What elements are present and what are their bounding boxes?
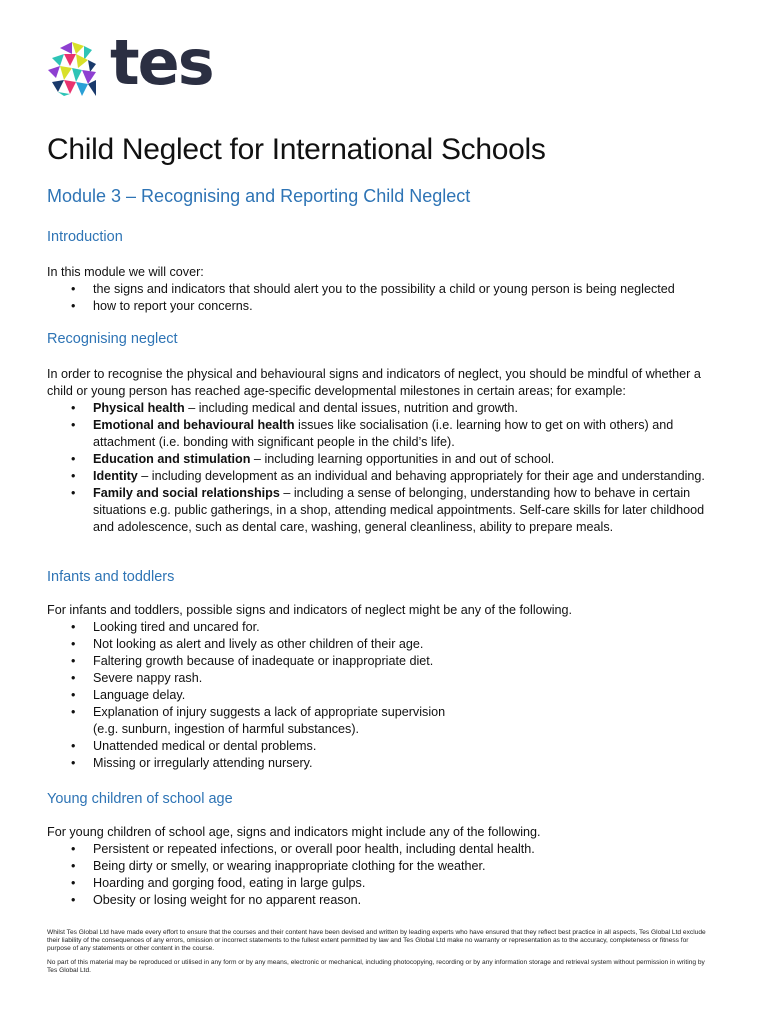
document-title: Child Neglect for International Schools [47,133,546,166]
recognising-heading: Recognising neglect [47,331,178,347]
list-item: • Severe nappy rash. [47,670,728,687]
infants-lead: For infants and toddlers, possible signs and indicators of neglect might be any of the following. [47,603,573,617]
list-item: • Emotional and behavioural health issues like socialisation (i.e. learning how to get on with others) and attachment (i.e. bonding with significant people in the child’s life). [47,417,728,451]
list-item: • Language delay. [47,687,728,704]
list-item: • Missing or irregularly attending nursery. [47,755,728,772]
young-section [47,824,728,909]
module-heading: Module 3 – Recognising and Reporting Child Neglect [47,186,471,206]
list-item: • Obesity or losing weight for no apparent reason. [47,892,728,909]
footer-copyright: No part of this material may be reproduced or utilised in any form or by any means, electronic or mechanical, including photocopying, recording or by any information storage and retrieval system without permission in writing by Tes Global Ltd. [47,959,705,974]
footer-disclaimer: Whilst Tes Global Ltd have made every effort to ensure that the courses and their content have been devised and written by leading experts who have ensured that they reflect best practice in all aspects, Tes Global Ltd exclude their liability of the consequences of any errors, omission or incorrect statements to the fullest extent permitted by law and Tes Global Ltd make no warranty or representation as to the accuracy, completeness or fitness for purpose of any statements or other content in the course. [47,929,706,952]
infants-heading: Infants and toddlers [47,569,175,585]
list-item: • Explanation of injury suggests a lack of appropriate supervision (e.g. sunburn, ingestion of harmful substances). [47,704,728,738]
recognising-lead: In order to recognise the physical and behavioural signs and indicators of neglect, you should be mindful of whether a child or young person has reached age-specific developmental milestones in certain areas; for example: [47,367,701,398]
list-item: • how to report your concerns. [47,298,728,315]
list-item: • Not looking as alert and lively as other children of their age. [47,636,728,653]
intro-lead: In this module we will cover: [47,265,204,279]
list-item: • Education and stimulation – including learning opportunities in and out of school. [47,451,728,468]
infants-section [47,602,728,772]
young-lead: For young children of school age, signs and indicators might include any of the following. [47,825,541,839]
footer [47,929,713,975]
tes-mosaic-icon [46,40,108,98]
young-heading: Young children of school age [47,791,233,807]
list-item: • Faltering growth because of inadequate or inappropriate diet. [47,653,728,670]
list-item: • Persistent or repeated infections, or overall poor health, including dental health. [47,841,728,858]
list-item: • Identity – including development as an individual and behaving appropriately for their age and understanding. [47,468,728,485]
intro-section [47,264,728,315]
list-item: • Being dirty or smelly, or wearing inappropriate clothing for the weather. [47,858,728,875]
intro-heading: Introduction [47,229,123,245]
list-item: • Unattended medical or dental problems. [47,738,728,755]
list-item: • Family and social relationships – including a sense of belonging, understanding how to behave in certain situations e.g. public gatherings, in a shop, attending medical appointments. Self-care skills for later childhood and adolescence, such as dental care, washing, general cleanliness, ability to prepare meals. [47,485,728,536]
list-item: • Looking tired and uncared for. [47,619,728,636]
recognising-section [47,366,728,536]
tes-wordmark: tes [110,26,213,99]
list-item: • the signs and indicators that should alert you to the possibility a child or young person is being neglected [47,281,728,298]
list-item: • Hoarding and gorging food, eating in large gulps. [47,875,728,892]
list-item: • Physical health – including medical and dental issues, nutrition and growth. [47,400,728,417]
tes-logo [46,26,213,99]
